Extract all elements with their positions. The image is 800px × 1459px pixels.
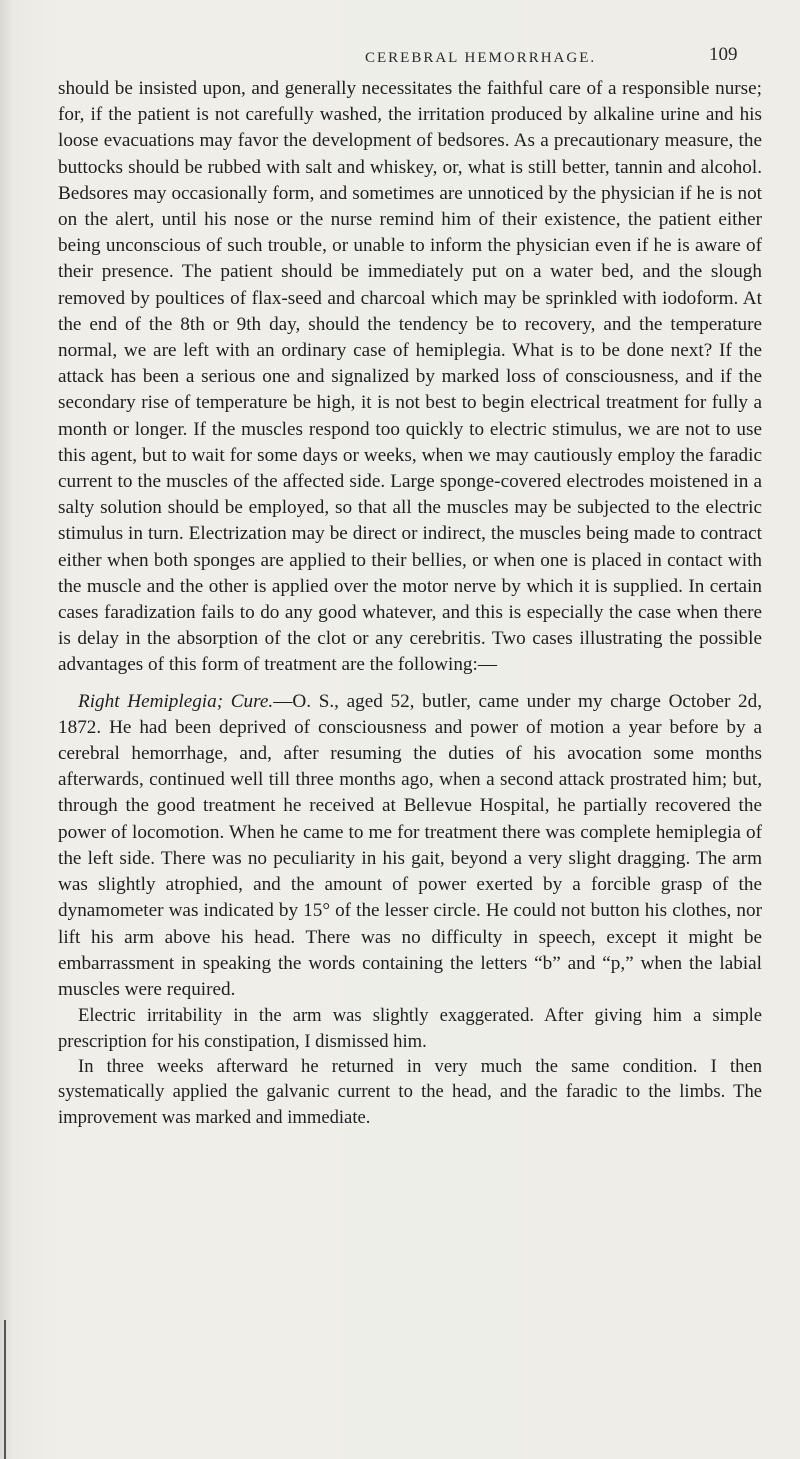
- paragraph-treatment: should be insisted upon, and generally necessitates the faithful care of a responsible nurse; for, if the patient is not carefully washed, the irritation produced by alkaline urine and his loose evacuations may favor the development of bedsores. As a precautionary measure, the buttocks should be rubbed with salt and whiskey, or, what is still better, tannin and alcohol. Bedsores may occasionally form, and sometimes are unnoticed by the physician if he is not on the alert, until his nose or the nurse remind him of their existence, the patient either being unconscious of such trouble, or unable to inform the physician even if he is aware of their presence. The patient should be immediately put on a water bed, and the slough removed by poultices of flax-seed and charcoal which may be sprinkled with iodoform. At the end of the 8th or 9th day, should the tendency be to recovery, and the temperature normal, we are left with an ordinary case of hemiplegia. What is to be done next? If the attack has been a serious one and signalized by marked loss of consciousness, and if the secondary rise of temperature be high, it is not best to begin electrical treatment for fully a month or longer. If the muscles respond too quickly to electric stimulus, we are not to use this agent, but to wait for some days or weeks, when we may cautiously employ the faradic current to the muscles of the affected side. Large sponge-covered electrodes moistened in a salty solution should be employed, so that all the muscles may be subjected to the electric stimulus in turn. Electrization may be direct or indirect, the muscles being made to contract either when both sponges are applied to their bellies, or when one is placed in contact with the muscle and the other is applied over the motor nerve by which it is supplied. In certain cases faradization fails to do any good whatever, and this is especially the case when there is delay in the absorption of the clot or any cerebritis. Two cases illustrating the possible advantages of this form of treatment are the following:—: [58, 78, 762, 676]
- binding-edge: [4, 1320, 6, 1459]
- page-number: 109: [709, 44, 738, 65]
- paragraph-case: [58, 689, 762, 1003]
- case-text: —O. S., aged 52, butler, came under my charge October 2d, 1872. He had been deprived of consciousness and power of motion a year before by a cerebral hemorrhage, and, after resuming the duties of his avocation some months afterwards, continued well till three months ago, when a second attack prostrated him; but, through the good treatment he received at Bellevue Hospital, he partially recovered the power of locomotion. When he came to me for treatment there was complete hemiplegia of the left side. There was no peculiarity in his gait, beyond a very slight dragging. The arm was slightly atrophied, and the amount of power exerted by a forcible grasp of the dynamometer was indicated by 15° of the lesser circle. He could not button his clothes, nor lift his arm above his head. There was no difficulty in speech, except it might be embarrassment in speaking the words containing the letters “b” and “p,” when the labial muscles were required.: [58, 690, 762, 1000]
- paragraph-electric-irritability: Electric irritability in the arm was slightly exaggerated. After giving him a simple prescription for his constipation, I dismissed him.: [58, 1005, 762, 1052]
- paragraph-follow-up: In three weeks afterward he returned in very much the same condition. I then systematically applied the galvanic current to the head, and the faradic to the limbs. The improvement was marked and immediate.: [58, 1055, 762, 1128]
- body-text: [58, 76, 762, 1130]
- page-header: [0, 42, 800, 72]
- running-head: CEREBRAL HEMORRHAGE.: [365, 50, 597, 66]
- case-title: Right Hemiplegia; Cure.: [78, 690, 274, 712]
